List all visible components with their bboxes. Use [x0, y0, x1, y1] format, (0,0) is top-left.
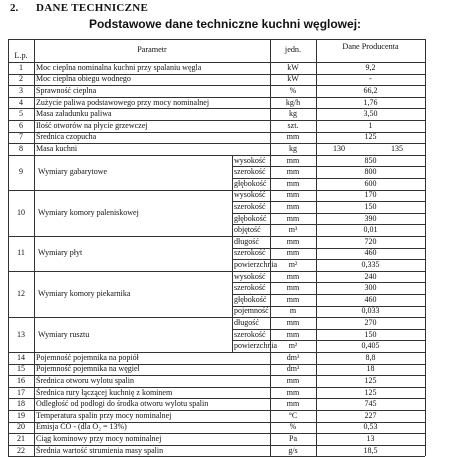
- row-unit: mm: [286, 155, 300, 165]
- row-unit: dm³: [286, 352, 300, 362]
- row-number: 4: [19, 97, 23, 107]
- column-line-lp: [34, 39, 35, 456]
- row-number: 7: [19, 132, 23, 142]
- row-value: 745: [364, 399, 377, 409]
- row-value: 170: [364, 190, 377, 200]
- row-value: 0,335: [361, 260, 380, 269]
- row-value: 0,405: [361, 341, 380, 351]
- row-number: 17: [17, 387, 25, 397]
- row-value: 390: [364, 213, 377, 223]
- row-number: 21: [17, 434, 25, 443]
- row-parameter: Wymiary komory piekarnika: [38, 289, 131, 298]
- row-parameter: Sprawność cieplna: [36, 86, 97, 95]
- row-number: 22: [17, 445, 25, 455]
- sub-parameter-label: szerokość: [234, 167, 266, 177]
- sub-row-line: [232, 248, 425, 249]
- row-unit: mm: [286, 294, 300, 304]
- row-unit: m: [289, 306, 297, 316]
- column-border-right: [425, 39, 426, 456]
- sub-parameter-label: głębokość: [234, 213, 267, 223]
- header-producer: Dane Producenta: [342, 42, 399, 51]
- row-number: 10: [17, 207, 25, 217]
- row-parameter: Temperatura spalin przy mocy nominalnej: [36, 410, 172, 420]
- header-lp: L.p.: [14, 50, 28, 60]
- row-unit: dm³: [286, 364, 300, 374]
- row-parameter: Średnica otworu wylotu spalin: [36, 376, 134, 385]
- row-number: 20: [17, 422, 25, 432]
- row-unit: m²: [288, 260, 298, 269]
- row-number: 6: [19, 120, 23, 130]
- sub-row-line: [232, 213, 425, 214]
- row-number: 18: [17, 399, 25, 409]
- row-unit: kg: [289, 144, 297, 153]
- sub-parameter-label: szerokość: [234, 329, 266, 339]
- row-unit: mm: [286, 283, 300, 293]
- row-unit: mm: [286, 271, 300, 281]
- section-heading: DANE TECHNICZNE: [36, 2, 149, 14]
- column-line-unit: [316, 39, 317, 456]
- row-value: 150: [364, 329, 377, 339]
- row-unit: mm: [286, 399, 300, 409]
- sub-row-line: [232, 329, 425, 330]
- sub-parameter-label: objętość: [234, 225, 261, 235]
- sub-row-line: [232, 340, 425, 341]
- sub-parameter-label: wysokość: [234, 155, 266, 165]
- row-number: 2: [19, 74, 23, 84]
- sub-parameter-label: głębokość: [234, 178, 267, 188]
- row-value: 227: [364, 410, 377, 420]
- row-unit: %: [289, 86, 297, 95]
- row-value: 3,50: [363, 109, 378, 119]
- row-unit: Pa: [289, 434, 297, 443]
- row-parameter: Masa załadunku paliwa: [36, 109, 112, 119]
- row-value: 150: [364, 202, 377, 211]
- row-value: 460: [364, 248, 377, 258]
- row-value-b: 135: [391, 144, 403, 153]
- row-unit: kg/h: [285, 97, 301, 107]
- row-number: 14: [17, 352, 25, 362]
- row-unit: mm: [286, 329, 300, 339]
- row-unit: mm: [286, 387, 300, 397]
- row-value: 18: [366, 364, 375, 374]
- row-parameter: Odległość od podłogi do środka otworu wylotu spalin: [36, 399, 209, 409]
- row-value-a: 130: [333, 144, 345, 153]
- row-parameter: Ilość otworów na płycie grzewczej: [36, 120, 148, 130]
- row-value: 1: [368, 120, 373, 130]
- row-unit: mm: [286, 213, 300, 223]
- row-unit: kW: [287, 74, 299, 84]
- row-number: 3: [19, 86, 23, 95]
- row-unit: szt.: [287, 120, 299, 130]
- row-number: 12: [17, 289, 25, 298]
- row-number: 13: [17, 329, 25, 339]
- row-unit: g/s: [288, 445, 298, 455]
- sub-parameter-label: wysokość: [234, 190, 266, 200]
- sub-row-line: [232, 282, 425, 283]
- row-number: 16: [17, 376, 25, 385]
- row-parameter: Średnica rury łączącej kuchnię z kominem: [36, 387, 173, 397]
- row-unit: mm: [286, 202, 300, 211]
- row-parameter: Zużycie paliwa podstawowego przy mocy nominalnej: [36, 97, 210, 107]
- sub-column-line: [232, 236, 233, 271]
- sub-parameter-label: szerokość: [234, 202, 266, 211]
- sub-column-line: [232, 317, 233, 352]
- row-unit: mm: [286, 236, 300, 246]
- sub-row-line: [232, 294, 425, 295]
- row-value: 270: [364, 318, 377, 327]
- section-number: 2.: [10, 2, 19, 14]
- row-value: 9,2: [365, 62, 376, 72]
- row-unit: kW: [287, 62, 299, 72]
- row-value: 13: [366, 434, 375, 443]
- row-parameter: Średnica czopucha: [36, 132, 97, 142]
- sub-column-line: [232, 190, 233, 236]
- row-value: 18,5: [363, 445, 378, 455]
- row-value: 600: [364, 178, 377, 188]
- row-parameter: Emisja CO - (dla O₂ = 13%): [36, 422, 127, 432]
- row-parameter: Moc cieplna obiegu wodnego: [36, 74, 131, 84]
- sub-parameter-label: powierzchnia: [234, 260, 278, 269]
- sub-row-line: [232, 178, 425, 179]
- row-value: 0,53: [363, 422, 378, 432]
- row-value: 850: [364, 155, 377, 165]
- row-unit: m²: [288, 341, 298, 351]
- row-number: 19: [17, 410, 25, 420]
- sub-row-line: [232, 259, 425, 260]
- sub-column-line: [232, 155, 233, 190]
- row-parameter: Wymiary komory paleniskowej: [38, 207, 139, 217]
- row-value: 8,8: [365, 352, 376, 362]
- row-unit: °C: [288, 410, 298, 420]
- row-unit: mm: [286, 178, 300, 188]
- row-unit: mm: [286, 190, 300, 200]
- sub-column-line: [232, 271, 233, 317]
- sub-parameter-label: szerokość: [234, 248, 266, 258]
- sub-row-line: [232, 166, 425, 167]
- row-parameter: Wymiary płyt: [38, 248, 83, 258]
- sub-parameter-label: długość: [234, 236, 259, 246]
- row-unit: mm: [286, 318, 300, 327]
- row-parameter: Moc cieplna nominalna kuchni przy spalaniu węgla: [36, 62, 202, 72]
- column-line-param: [270, 39, 271, 456]
- sub-row-line: [232, 201, 425, 202]
- row-value: 800: [364, 167, 377, 177]
- row-value: 125: [364, 376, 377, 385]
- sub-row-line: [232, 306, 425, 307]
- row-parameter: Masa kuchni: [36, 144, 78, 153]
- row-parameter: Ciąg kominowy przy mocy nominalnej: [36, 434, 162, 443]
- row-unit: kg: [289, 109, 297, 119]
- row-unit: %: [289, 422, 297, 432]
- row-number: 8: [19, 144, 23, 153]
- sub-parameter-label: powierzchnia: [234, 341, 278, 351]
- row-number: 11: [17, 248, 25, 258]
- row-parameter: Pojemność pojemnika na popiół: [36, 352, 139, 362]
- sub-parameter-label: głębokość: [234, 294, 267, 304]
- row-parameter: Wymiary rusztu: [38, 329, 90, 339]
- row-unit: mm: [286, 376, 300, 385]
- row-unit: mm: [286, 132, 300, 142]
- header-unit: jedn.: [284, 44, 302, 54]
- column-border-left: [8, 39, 9, 456]
- row-value: 125: [364, 132, 377, 142]
- row-parameter: Średnia wartość strumienia masy spalin: [36, 445, 164, 455]
- row-value: 460: [364, 294, 377, 304]
- sub-parameter-label: szerokość: [234, 283, 266, 293]
- row-value: 300: [364, 283, 377, 293]
- row-value: 0,033: [361, 306, 380, 316]
- row-number: 15: [17, 364, 25, 374]
- row-unit: mm: [286, 167, 300, 177]
- header-parameter: Parametr: [137, 44, 167, 54]
- sub-parameter-label: długość: [234, 318, 259, 327]
- row-value: 0,01: [363, 225, 378, 235]
- row-value: 1,76: [363, 97, 378, 107]
- sub-row-line: [232, 224, 425, 225]
- row-unit: mm: [286, 248, 300, 258]
- row-value: 240: [364, 271, 377, 281]
- row-number: 1: [19, 62, 23, 72]
- table-border-top: [8, 39, 425, 40]
- row-parameter: Pojemność pojemnika na węgiel: [36, 364, 140, 374]
- row-number: 5: [19, 109, 23, 119]
- row-value: 125: [364, 387, 377, 397]
- row-parameter: Wymiary gabarytowe: [38, 167, 108, 177]
- row-value: -: [369, 74, 372, 84]
- row-value: 720: [364, 236, 377, 246]
- row-unit: m³: [288, 225, 298, 235]
- row-number: 9: [19, 167, 23, 177]
- row-value: 66,2: [363, 86, 378, 95]
- document-title: Podstawowe dane techniczne kuchni węglowej:: [88, 17, 362, 31]
- sub-parameter-label: wysokość: [234, 271, 266, 281]
- sub-parameter-label: pojemność: [234, 306, 269, 316]
